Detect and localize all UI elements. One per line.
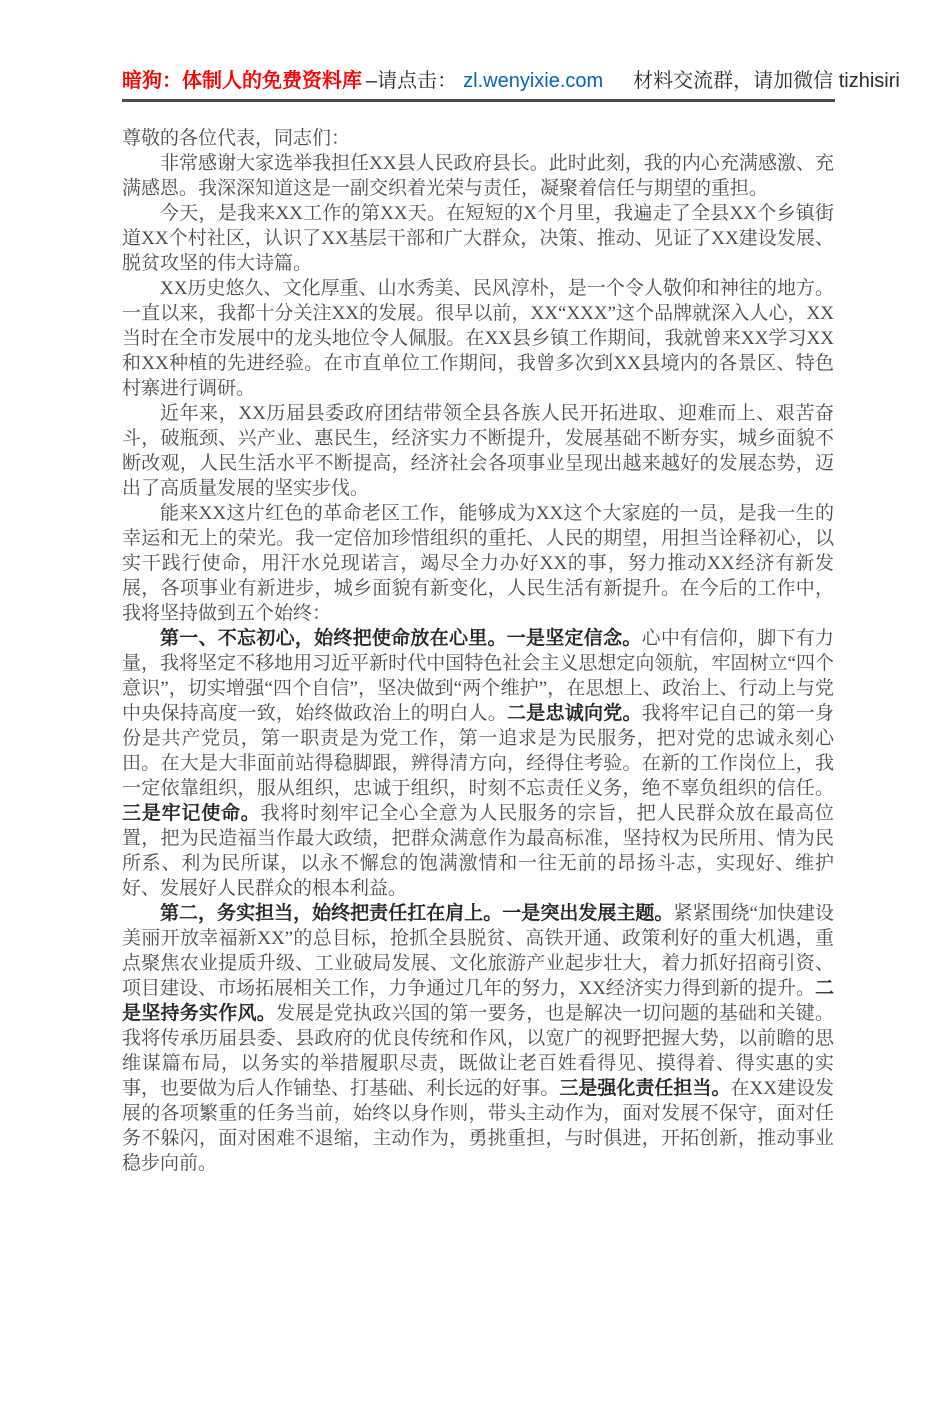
bold-lead-in: 第一、不忘初心，始终把使命放在心里。一是坚定信念。	[160, 628, 642, 649]
paragraph-text: 今天，是我来XX工作的第XX天。在短短的X个月里，我遍走了全县XX个乡镇街道XX个村社区，认识了XX基层干部和广大群众，决策、推动、见证了XX建设发展、脱贫攻坚的伟大诗篇。	[122, 203, 834, 274]
paragraph-history	[122, 276, 834, 401]
bold-lead-in: 三是牢记使命。	[122, 803, 261, 824]
paragraph-text: 我将牢记自己的第一身份是共产党员，第一职责是为党工作，第一追求是为民服务，把对党的忠诚永刻心田。在大是大非面前站得稳脚跟，辨得清方向，经得住考验。在新的工作岗位上，我一定依靠组织，服从组织，忠诚于组织，时刻不忘责任义务，绝不辜负组织的信任。	[122, 703, 834, 799]
bold-lead-in: 三是强化责任担当。	[559, 1078, 731, 1099]
paragraph-text: 紧紧围绕“加快建设美丽开放幸福新XX”的总目标，抢抓全县脱贫、高铁开通、政策利好的重大机遇，重点聚焦农业提质升级、工业破局发展、文化旅游产业起步壮大，着力抓好招商引资、项目建设、市场拓展相关工作，力争通过几年的努力，XX经济实力得到新的提升。	[122, 903, 834, 999]
paragraph-text: 在XX建设发展的各项繁重的任务当前，始终以身作则，带头主动作为，面对发展不保守，面对任务不躲闪，面对困难不退缩，主动作为，勇挑重担，与时俱进，开拓创新，推动事业稳步向前。	[122, 1078, 834, 1174]
document-page	[0, 64, 950, 1408]
bold-lead-in: 二是忠诚向党。	[506, 703, 642, 724]
promo-wechat-note: 材料交流群，请加微信 tizhisiri	[633, 70, 900, 92]
paragraph-text: 非常感谢大家选举我担任XX县人民政府县长。此时此刻，我的内心充满感激、充满感恩。我深深知道这是一副交织着光荣与责任，凝聚着信任与期望的重担。	[122, 153, 834, 199]
paragraph-recent-years	[122, 401, 834, 501]
paragraph-first-days	[122, 201, 834, 276]
speech-body	[122, 126, 834, 1176]
paragraph-thanks	[122, 151, 834, 201]
paragraph-text: 心中有信仰，脚下有力量，我将坚定不移地用习近平新时代中国特色社会主义思想定向领航，牢固树立“四个意识”，切实增强“四个自信”，坚决做到“两个维护”，在思想上、政治上、行动上与党中央保持高度一致，始终做政治上的明白人。	[122, 628, 834, 724]
paragraph-point-one	[122, 626, 834, 901]
paragraph-text: 近年来，XX历届县委政府团结带领全县各族人民开拓进取、迎难而上、艰苦奋斗，破瓶颈、兴产业、惠民生，经济实力不断提升，发展基础不断夯实，城乡面貌不断改观，人民生活水平不断提高，经济社会各项事业呈现出越来越好的发展态势，迈出了高质量发展的坚实步伐。	[122, 403, 834, 499]
paragraph-text: 发展是党执政兴国的第一要务，也是解决一切问题的基础和关键。我将传承历届县委、县政府的优良传统和作风，以宽广的视野把握大势，以前瞻的思维谋篇布局，以务实的举措履职尽责，既做让老百姓看得见、摸得着、得实惠的实事，也要做为后人作铺垫、打基础、利长远的好事。	[122, 1003, 834, 1099]
paragraph-text: 能来XX这片红色的革命老区工作，能够成为XX这个大家庭的一员，是我一生的幸运和无上的荣光。我一定倍加珍惜组织的重托、人民的期望，用担当诠释初心，以实干践行使命，用汗水兑现诺言，竭尽全力办好XX的事，努力推动XX经济有新发展，各项事业有新进步，城乡面貌有新变化，人民生活有新提升。在今后的工作中，我将坚持做到五个始终：	[122, 503, 834, 624]
paragraph-honor	[122, 501, 834, 626]
promo-click-prompt: –请点击：	[366, 70, 458, 92]
promo-link[interactable]: zl.wenyixie.com	[463, 70, 604, 92]
bold-lead-in: 二是坚持务实作风。	[122, 978, 834, 1024]
paragraph-text: XX历史悠久、文化厚重、山水秀美、民风淳朴，是一个令人敬仰和神往的地方。一直以来，我都十分关注XX的发展。很早以前，XX“XXX”这个品牌就深入人心，XX当时在全市发展中的龙头地位令人佩服。在XX县乡镇工作期间，我就曾来XX学习XX和XX种植的先进经验。在市直单位工作期间，我曾多次到XX县境内的各景区、特色村寨进行调研。	[122, 278, 834, 399]
promo-brand-text: 暗狗：体制人的免费资料库	[122, 70, 362, 92]
promo-header	[122, 64, 900, 102]
paragraph-point-two	[122, 901, 834, 1176]
paragraph-text: 尊敬的各位代表，同志们：	[122, 128, 351, 149]
paragraph-text: 我将时刻牢记全心全意为人民服务的宗旨，把人民群众放在最高位置，把为民造福当作最大政绩，把群众满意作为最高标准，坚持权为民所用、情为民所系、利为民所谋，以永不懈怠的饱满激情和一往无前的昂扬斗志，实现好、维护好、发展好人民群众的根本利益。	[122, 803, 834, 899]
salutation	[122, 126, 834, 151]
bold-lead-in: 第二，务实担当，始终把责任扛在肩上。一是突出发展主题。	[160, 903, 674, 924]
